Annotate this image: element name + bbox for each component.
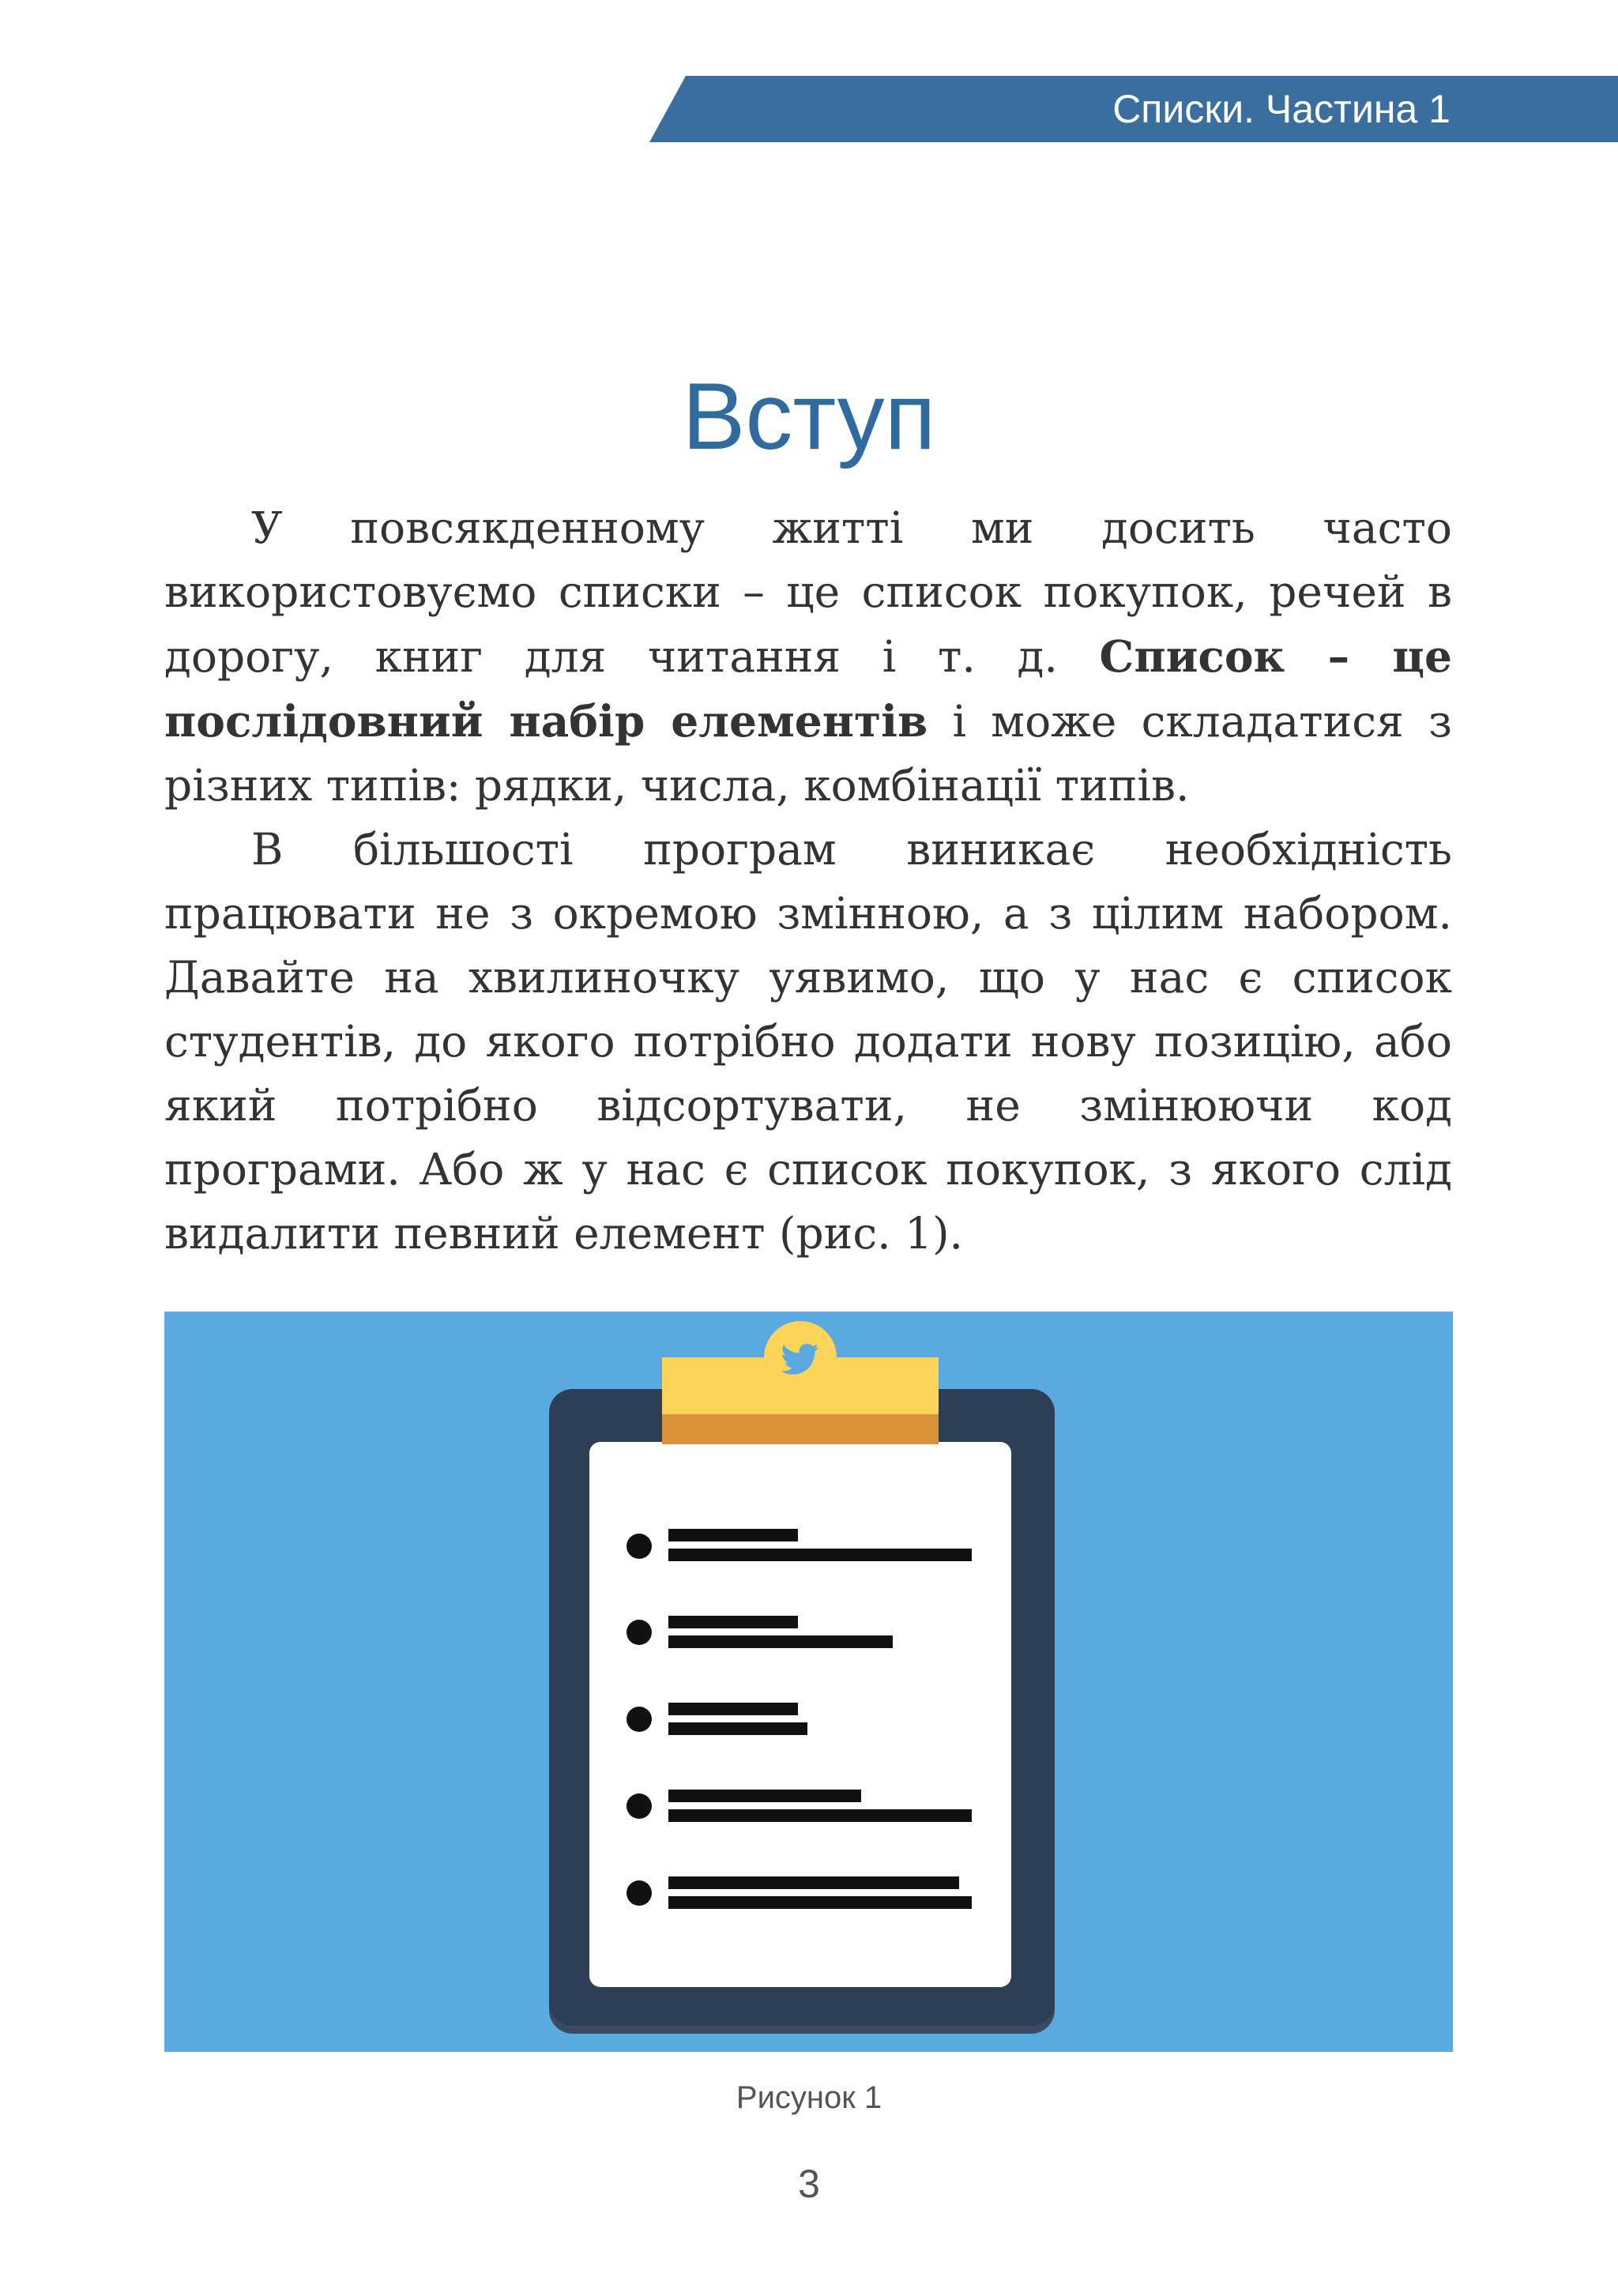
clipboard-list-icon xyxy=(164,1312,1453,2052)
paragraph-1-text-end: і може складатися з різних типів: рядки, числа, комбінації типів. xyxy=(164,696,1452,811)
line-long xyxy=(668,1635,893,1648)
line-long xyxy=(668,1809,972,1822)
bullet xyxy=(627,1794,652,1819)
figure-caption: Рисунок 1 xyxy=(736,2080,882,2115)
page-title: Вступ xyxy=(682,363,936,469)
line-long xyxy=(668,1896,972,1909)
running-title: Списки. Частина 1 xyxy=(1112,87,1451,131)
bullet xyxy=(627,1534,652,1559)
page-number: 3 xyxy=(798,2162,820,2206)
bullet xyxy=(627,1707,652,1732)
line-short xyxy=(668,1876,959,1889)
list-definition: Список – це послідовний набір елементів xyxy=(164,630,1452,747)
line-long xyxy=(668,1722,807,1735)
line-short xyxy=(668,1703,798,1715)
paragraph-1-text-start: У повсякденному житті ми досить часто використовуємо списки – це список покупок, речей в дорогу, книг для читання і т. д. xyxy=(164,502,1452,682)
bullet xyxy=(627,1620,652,1645)
figure-1 xyxy=(164,1312,1453,2052)
paragraph-1 xyxy=(164,496,1452,818)
line-short xyxy=(668,1790,861,1802)
line-short xyxy=(668,1529,798,1541)
body-text xyxy=(164,496,1452,1266)
bullet xyxy=(627,1880,652,1906)
line-short xyxy=(668,1616,798,1628)
paragraph-2: В більшості програм виникає необхідність працювати не з окремою змінною, а з цілим набором. Давайте на хвилиночку уявимо, що у нас є список студентів, до якого потрібно додати нову позицію, або який потрібно відсортувати, не змінюючи код програми. Або ж у нас є список покупок, з якого слід видалити певний елемент (рис. 1). xyxy=(164,824,1452,1259)
line-long xyxy=(668,1549,972,1561)
